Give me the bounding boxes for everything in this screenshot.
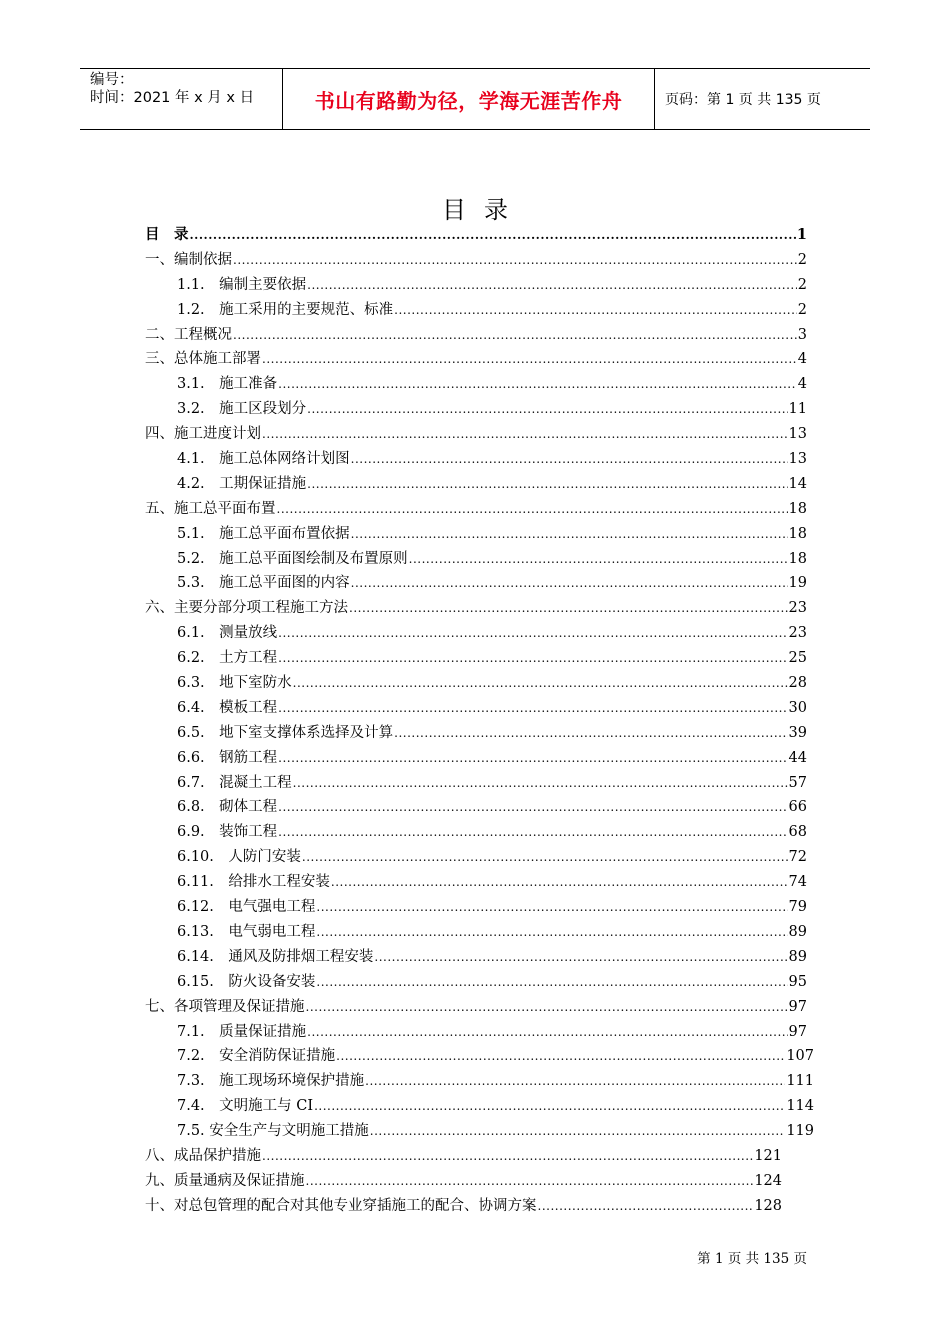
toc-entry[interactable] [145, 547, 807, 572]
toc-entry-label: 七、各项管理及保证措施 [145, 998, 305, 1015]
toc-leader-dots [293, 671, 788, 696]
toc-entry-label: 6.14. 通风及防排烟工程安装 [177, 948, 374, 965]
toc-entry[interactable] [145, 820, 807, 845]
toc-entry[interactable] [145, 1194, 807, 1219]
toc-leader-dots [331, 870, 788, 895]
toc-leader-dots [316, 920, 787, 945]
toc-leader-dots [394, 298, 797, 323]
toc-entry[interactable] [145, 596, 807, 621]
toc-entry-label: 目 录 [145, 226, 189, 243]
toc-entry-page: 23 [788, 625, 807, 642]
toc-entry[interactable] [145, 995, 807, 1020]
toc-entry[interactable] [145, 1020, 807, 1045]
toc-entry-label: 1.2. 施工采用的主要规范、标准 [177, 301, 394, 318]
toc-entry[interactable] [145, 447, 807, 472]
toc-entry[interactable] [145, 273, 807, 298]
toc-entry-label: 6.6. 钢筋工程 [177, 749, 278, 766]
toc-entry-page: 19 [788, 575, 807, 592]
toc-entry-page: 18 [788, 500, 807, 517]
toc-leader-dots [278, 795, 787, 820]
toc-entry[interactable] [145, 497, 807, 522]
toc-leader-dots [306, 995, 788, 1020]
toc-entry-page: 2 [797, 251, 807, 268]
toc-entry-label: 7.1. 质量保证措施 [177, 1023, 307, 1040]
toc-entry[interactable] [145, 696, 807, 721]
toc-entry-label: 6.12. 电气强电工程 [177, 899, 316, 916]
toc-leader-dots [316, 970, 787, 995]
toc-leader-dots [351, 447, 788, 472]
toc-entry[interactable] [145, 870, 807, 895]
toc-leader-dots [307, 397, 787, 422]
toc-entry-label: 4.1. 施工总体网络计划图 [177, 451, 350, 468]
toc-entry[interactable] [145, 347, 807, 372]
toc-entry[interactable] [145, 895, 807, 920]
toc-entry[interactable] [145, 646, 807, 671]
toc-entry-page: 2 [797, 276, 807, 293]
toc-leader-dots [190, 223, 796, 248]
page-header [80, 68, 870, 130]
toc-entry[interactable] [145, 372, 807, 397]
toc-entry[interactable] [145, 970, 807, 995]
toc-leader-dots [278, 746, 787, 771]
toc-leader-dots [336, 1044, 785, 1069]
toc-entry-page: 57 [788, 774, 807, 791]
toc-entry-label: 7.4. 文明施工与 CI [177, 1098, 314, 1115]
toc-entry-label: 6.10. 人防门安装 [177, 849, 301, 866]
toc-entry[interactable] [145, 223, 807, 248]
toc-entry-page: 39 [788, 724, 807, 741]
toc-leader-dots [233, 323, 797, 348]
toc-entry-label: 6.11. 给排水工程安装 [177, 874, 330, 891]
toc-entry-label: 6.1. 测量放线 [177, 625, 278, 642]
toc-entry-page: 13 [788, 426, 807, 443]
toc-entry-page: 28 [788, 675, 807, 692]
toc-entry[interactable] [145, 571, 807, 596]
toc-entry-label: 7.3. 施工现场环境保护措施 [177, 1073, 365, 1090]
toc-entry-label: 九、质量通病及保证措施 [145, 1172, 305, 1189]
toc-leader-dots [351, 571, 788, 596]
toc-entry-label: 6.8. 砌体工程 [177, 799, 278, 816]
toc-leader-dots [262, 1144, 753, 1169]
toc-entry-page: 25 [788, 650, 807, 667]
toc-entry-label: 6.13. 电气弱电工程 [177, 923, 316, 940]
toc-entry-page: 119 [786, 1123, 814, 1140]
toc-entry[interactable] [145, 721, 807, 746]
toc-leader-dots [278, 621, 787, 646]
toc-entry-page: 4 [797, 376, 807, 393]
toc-entry-page: 128 [754, 1197, 782, 1214]
toc-entry-label: 5.3. 施工总平面图的内容 [177, 575, 350, 592]
toc-entry-page: 97 [788, 998, 807, 1015]
toc-entry-label: 6.2. 土方工程 [177, 650, 278, 667]
toc-entry[interactable] [145, 422, 807, 447]
toc-leader-dots [278, 696, 787, 721]
toc-entry-label: 6.4. 模板工程 [177, 699, 278, 716]
toc-entry-page: 74 [788, 874, 807, 891]
page-footer: 第 1 页 共 135 页 [697, 1251, 807, 1267]
toc-entry-label: 3.2. 施工区段划分 [177, 401, 307, 418]
toc-entry-label: 1.1. 编制主要依据 [177, 276, 307, 293]
toc-entry-page: 89 [788, 948, 807, 965]
toc-entry[interactable] [145, 248, 807, 273]
toc-entry-label: 十、对总包管理的配合对其他专业穿插施工的配合、协调方案 [145, 1197, 537, 1214]
toc-leader-dots [278, 372, 797, 397]
toc-entry-label: 六、主要分部分项工程施工方法 [145, 600, 348, 617]
toc-entry-label: 二、工程概况 [145, 326, 232, 343]
toc-entry-page: 95 [788, 973, 807, 990]
toc-entry[interactable] [145, 1069, 814, 1094]
toc-entry-label: 6.7. 混凝土工程 [177, 774, 292, 791]
page-title: 目录 [442, 196, 526, 224]
toc-entry-page: 68 [788, 824, 807, 841]
toc-entry-page: 11 [788, 401, 807, 418]
toc-entry[interactable] [145, 920, 807, 945]
toc-leader-dots [306, 1169, 754, 1194]
toc-entry-page: 30 [788, 699, 807, 716]
toc-leader-dots [394, 721, 787, 746]
toc-leader-dots [538, 1194, 754, 1219]
toc-entry-page: 1 [796, 226, 807, 243]
toc-entry[interactable] [145, 323, 807, 348]
toc-entry[interactable] [145, 945, 807, 970]
toc-leader-dots [293, 771, 788, 796]
toc-entry[interactable] [145, 771, 807, 796]
toc-entry-page: 107 [786, 1048, 814, 1065]
toc-leader-dots [365, 1069, 785, 1094]
toc-leader-dots [262, 347, 797, 372]
toc-entry-page: 79 [788, 899, 807, 916]
toc-leader-dots [370, 1119, 786, 1144]
toc-entry[interactable] [145, 472, 807, 497]
toc-entry[interactable] [145, 397, 807, 422]
toc-entry[interactable] [145, 1094, 814, 1119]
toc-entry-page: 114 [786, 1098, 814, 1115]
header-motto: 书山有路勤为径，学海无涯苦作舟 [282, 69, 655, 129]
toc-entry-page: 4 [797, 351, 807, 368]
toc-entry-label: 一、编制依据 [145, 251, 232, 268]
toc-entry[interactable] [145, 298, 807, 323]
toc-entry-page: 18 [788, 525, 807, 542]
toc-entry-label: 四、施工进度计划 [145, 426, 261, 443]
toc-entry[interactable] [145, 671, 807, 696]
toc-entry-page: 3 [797, 326, 807, 343]
toc-leader-dots [351, 522, 788, 547]
toc-entry[interactable] [145, 522, 807, 547]
toc-entry-page: 23 [788, 600, 807, 617]
toc-leader-dots [307, 1020, 787, 1045]
toc-entry-label: 7.5. 安全生产与文明施工措施 [177, 1123, 369, 1140]
toc-entry-label: 6.5. 地下室支撑体系选择及计算 [177, 724, 394, 741]
toc-leader-dots [307, 273, 797, 298]
toc-leader-dots [233, 248, 797, 273]
toc-entry[interactable] [145, 1119, 814, 1144]
toc-entry[interactable] [145, 1144, 807, 1169]
date-label: 时间：2021 年 x 月 x 日 [90, 90, 255, 106]
toc-entry-label: 5.1. 施工总平面布置依据 [177, 525, 350, 542]
toc-leader-dots [374, 945, 787, 970]
toc-entry-page: 44 [788, 749, 807, 766]
toc-entry-page: 66 [788, 799, 807, 816]
toc-leader-dots [349, 596, 788, 621]
toc-entry-page: 121 [754, 1147, 782, 1164]
toc-entry-page: 97 [788, 1023, 807, 1040]
toc-entry[interactable] [145, 746, 807, 771]
toc-leader-dots [409, 547, 788, 572]
toc-entry-page: 89 [788, 923, 807, 940]
toc-entry-label: 5.2. 施工总平面图绘制及布置原则 [177, 550, 408, 567]
toc-entry-page: 13 [788, 451, 807, 468]
toc-entry-label: 6.9. 装饰工程 [177, 824, 278, 841]
toc-entry-label: 八、成品保护措施 [145, 1147, 261, 1164]
table-of-contents [145, 223, 814, 1219]
toc-entry[interactable] [145, 845, 807, 870]
toc-leader-dots [302, 845, 788, 870]
header-info [80, 69, 282, 129]
toc-entry-label: 6.3. 地下室防水 [177, 675, 292, 692]
toc-entry-label: 三、总体施工部署 [145, 351, 261, 368]
toc-entry-page: 72 [788, 849, 807, 866]
toc-entry[interactable] [145, 1044, 814, 1069]
toc-leader-dots [277, 497, 788, 522]
header-page-info: 页码：第 1 页 共 135 页 [665, 92, 821, 108]
toc-entry-page: 14 [788, 475, 807, 492]
toc-entry-page: 2 [797, 301, 807, 318]
serial-label: 编号： [90, 72, 134, 88]
toc-entry-label: 4.2. 工期保证措施 [177, 475, 307, 492]
toc-entry-page: 18 [788, 550, 807, 567]
toc-entry-label: 3.1. 施工准备 [177, 376, 278, 393]
toc-entry-page: 111 [786, 1073, 814, 1090]
toc-leader-dots [307, 472, 787, 497]
toc-entry-label: 五、施工总平面布置 [145, 500, 276, 517]
toc-entry[interactable] [145, 621, 807, 646]
toc-leader-dots [278, 646, 787, 671]
toc-entry[interactable] [145, 795, 807, 820]
toc-entry-label: 7.2. 安全消防保证措施 [177, 1048, 336, 1065]
toc-leader-dots [278, 820, 787, 845]
toc-leader-dots [262, 422, 788, 447]
toc-entry-page: 124 [754, 1172, 782, 1189]
toc-entry[interactable] [145, 1169, 807, 1194]
toc-entry-label: 6.15. 防火设备安装 [177, 973, 316, 990]
toc-leader-dots [316, 895, 787, 920]
toc-leader-dots [314, 1094, 785, 1119]
